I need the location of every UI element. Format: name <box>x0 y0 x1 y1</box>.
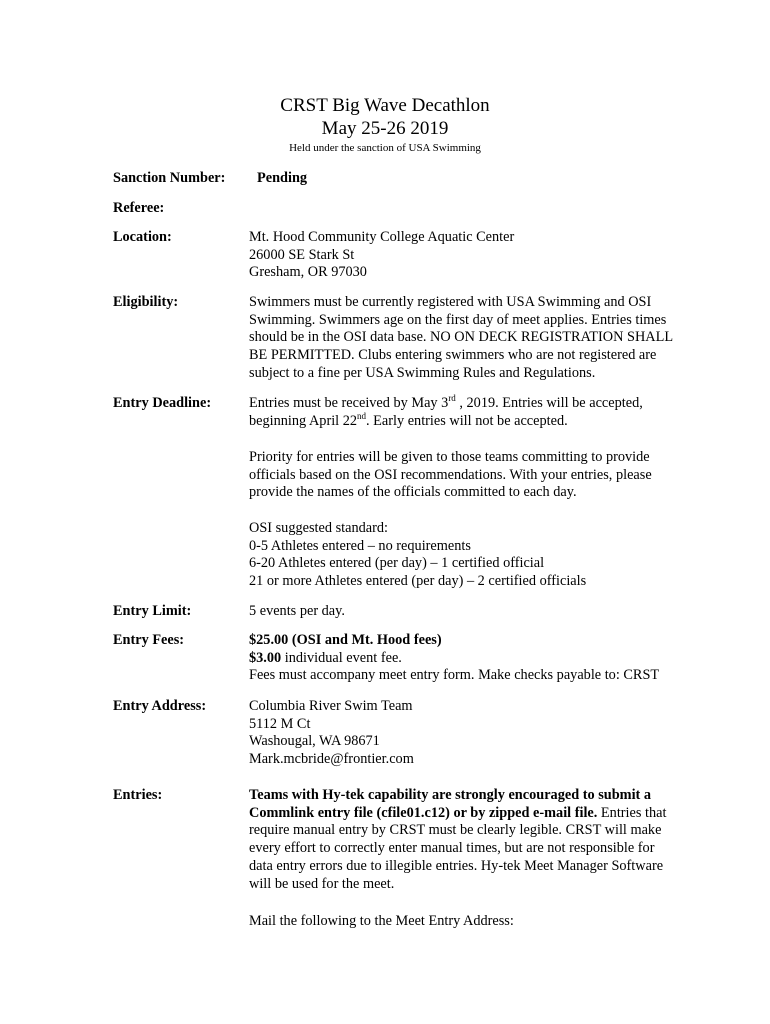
entries-bold-line: Commlink entry file (cfile01.c12) or by zipped e-mail file. <box>249 804 598 821</box>
priority-line: provide the names of the officials committed to each day. <box>249 484 577 501</box>
meet-title: CRST Big Wave Decathlon <box>280 95 490 116</box>
eligibility-line: Swimming. Swimmers age on the first day of meet applies. Entries times <box>249 311 667 328</box>
osi-line: 0-5 Athletes entered – no requirements <box>249 537 471 554</box>
priority-line: Priority for entries will be given to those teams committing to provide <box>249 449 650 465</box>
eligibility-value <box>249 294 709 383</box>
osi-standard-paragraph <box>249 520 709 591</box>
fee-text: individual event fee. <box>281 649 402 666</box>
deadline-sup: rd <box>448 393 456 404</box>
entries-label: Entries: <box>113 787 163 803</box>
sanction-value: Pending <box>257 170 308 186</box>
priority-line: officials based on the OSI recommendations. With your entries, please <box>249 466 652 483</box>
meet-date: May 25-26 2019 <box>321 118 449 139</box>
eligibility-label: Eligibility: <box>113 294 179 310</box>
entries-value <box>249 787 709 893</box>
entry-limit-label: Entry Limit: <box>113 603 192 619</box>
entries-bold-line: Teams with Hy-tek capability are strongly encouraged to submit a <box>249 787 652 803</box>
eligibility-line: Swimmers must be currently registered with USA Swimming and OSI <box>249 294 652 310</box>
deadline-line <box>249 410 709 431</box>
deadline-text: . Early entries will not be accepted. <box>366 412 568 429</box>
entry-limit-value: 5 events per day. <box>249 603 345 619</box>
address-line: Washougal, WA 98671 <box>249 733 380 750</box>
location-line: 26000 SE Stark St <box>249 246 355 263</box>
priority-paragraph <box>249 449 709 502</box>
eligibility-line: should be in the OSI data base. NO ON DECK REGISTRATION SHALL <box>249 329 674 346</box>
entry-address-label: Entry Address: <box>113 698 207 714</box>
entry-address-value <box>249 698 709 769</box>
entry-fees-value <box>249 632 709 685</box>
eligibility-line: BE PERMITTED. Clubs entering swimmers who are not registered are <box>249 347 657 364</box>
entry-fees-label: Entry Fees: <box>113 632 185 648</box>
entries-line: every effort to correctly enter manual times, but are not responsible for <box>249 840 655 857</box>
eligibility-line: subject to a fine per USA Swimming Rules and Regulations. <box>249 364 596 381</box>
referee-label: Referee: <box>113 200 165 216</box>
sanction-label: Sanction Number: <box>113 170 226 186</box>
deadline-text: beginning April 22 <box>249 412 358 429</box>
sanction-note: Held under the sanction of USA Swimming <box>289 142 481 154</box>
deadline-text: , 2019. Entries will be accepted, <box>455 395 643 411</box>
fee-secondary <box>249 650 709 668</box>
entry-deadline-value <box>249 395 709 430</box>
deadline-sup: nd <box>357 410 367 421</box>
location-label: Location: <box>113 229 172 245</box>
deadline-line <box>249 395 709 413</box>
entries-text: Entries that <box>597 804 667 821</box>
osi-line: 6-20 Athletes entered (per day) – 1 certified official <box>249 555 545 572</box>
mail-instruction: Mail the following to the Meet Entry Address: <box>249 913 514 929</box>
location-value <box>249 229 709 282</box>
fee-note: Fees must accompany meet entry form. Make checks payable to: CRST <box>249 667 660 684</box>
osi-line: 21 or more Athletes entered (per day) – 2 certified officials <box>249 573 587 590</box>
fee-amount: $3.00 <box>249 649 282 666</box>
address-line: Columbia River Swim Team <box>249 698 413 714</box>
address-email: Mark.mcbride@frontier.com <box>249 751 414 768</box>
entries-line: data entry errors due to illegible entries. Hy-tek Meet Manager Software <box>249 857 664 874</box>
deadline-text: Entries must be received by May 3 <box>249 395 449 411</box>
entries-line: will be used for the meet. <box>249 875 395 892</box>
location-line: Gresham, OR 97030 <box>249 264 367 281</box>
address-line: 5112 M Ct <box>249 715 311 732</box>
entries-line: require manual entry by CRST must be clearly legible. CRST will make <box>249 822 662 839</box>
osi-line: OSI suggested standard: <box>249 520 388 536</box>
entry-deadline-label: Entry Deadline: <box>113 395 212 411</box>
location-line: Mt. Hood Community College Aquatic Center <box>249 229 515 245</box>
entries-line <box>249 805 709 823</box>
fee-primary: $25.00 (OSI and Mt. Hood fees) <box>249 632 442 648</box>
